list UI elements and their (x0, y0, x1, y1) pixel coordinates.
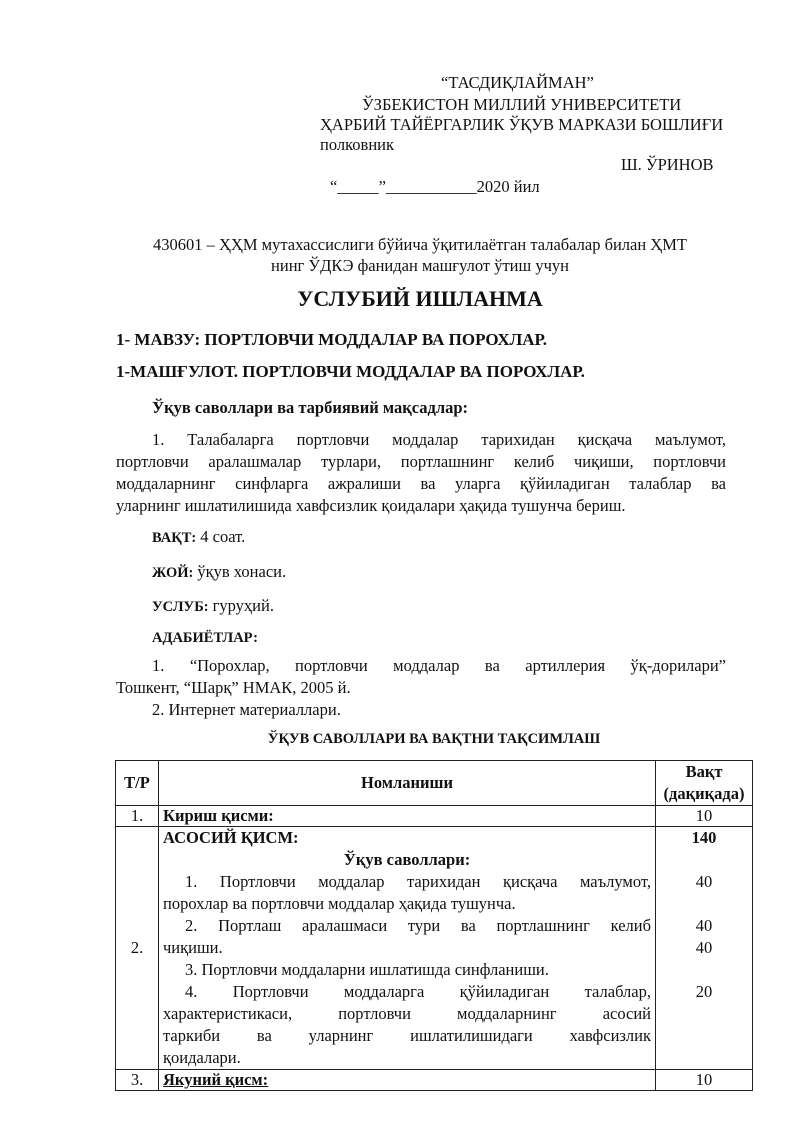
goals-line: уларнинг ишлатилишида хавфсизлик қоидалари ҳақида тушунча бериш. (116, 496, 626, 515)
time-field (152, 527, 245, 547)
section-time: 140 (691, 828, 717, 847)
row-times (656, 827, 753, 1070)
question-4-cont: қоидалари. (163, 1048, 241, 1067)
approval-line-3: ҲАРБИЙ ТАЙЁРГАРЛИК ЎҚУВ МАРКАЗИ БОШЛИҒИ (320, 115, 724, 134)
row-num: 3. (116, 1070, 159, 1091)
approval-rank: полковник (320, 135, 394, 154)
goals-line: 1. Талабаларга портловчи моддалар тарихидан қисқача маълумот, (152, 430, 726, 449)
row-time: 10 (656, 1070, 753, 1091)
question-4-cont: таркиби ва уларнинг ишлатилишидаги хавфсизлик (163, 1026, 651, 1045)
method-value: гуруҳий. (212, 596, 274, 615)
header-name: Номланиши (159, 761, 656, 806)
intro-line-1: 430601 – ҲҲМ мутахассислиги бўйича ўқитилаётган талабалар билан ҲМТ (153, 235, 687, 254)
approval-line-1: “ТАСДИҚЛАЙМАН” (441, 73, 594, 92)
method-field (152, 596, 274, 616)
table-row (116, 806, 753, 827)
question-2-cont: чиқиши. (163, 938, 223, 957)
schedule-table (115, 760, 753, 1091)
time-label: ВАҚТ: (152, 530, 197, 546)
question-4: 4. Портловчи моддаларга қўйиладиган талаблар, (185, 982, 651, 1001)
goals-line: портловчи аралашмалар турлари, портлашнинг келиб чиқиши, портловчи (116, 452, 726, 471)
question-2: 2. Портлаш аралашмаси тури ва портлашнинг келиб (185, 916, 651, 935)
row-name: Кириш қисми: (159, 806, 656, 827)
question-4-cont: характеристикаси, портловчи моддаларнинг асосий (163, 1004, 651, 1023)
literature-item-1-cont: Тошкент, “Шарқ” НМАК, 2005 й. (116, 678, 351, 697)
table-header-row (116, 761, 753, 806)
row-time: 10 (656, 806, 753, 827)
row-content (159, 827, 656, 1070)
questions-subheading: Ўқув саволлари: (343, 850, 471, 869)
main-section-label: АСОСИЙ ҚИСМ: (163, 828, 299, 847)
table-row (116, 1070, 753, 1091)
approval-date: “_____”___________2020 йил (330, 177, 540, 196)
intro-line-2: нинг ЎДКЭ фанидан машғулот ўтиш учун (271, 256, 569, 275)
method-label: УСЛУБ: (152, 599, 209, 615)
schedule-title: ЎҚУВ САВОЛЛАРИ ВА ВАҚТНИ ТАҚСИМЛАШ (267, 731, 601, 747)
question-1-time: 40 (695, 872, 713, 891)
goals-heading: Ўқув саволлари ва тарбиявий мақсадлар: (152, 398, 469, 417)
goals-line: моддаларнинг синфларга ажралиши ва уларга қўйиладиган талаблар ва (116, 474, 726, 493)
question-1: 1. Портловчи моддалар тарихидан қисқача маълумот, (185, 872, 651, 891)
question-3-time: 40 (695, 938, 713, 957)
time-value: 4 соат. (200, 527, 246, 546)
table-row (116, 827, 753, 1070)
place-value: ўқув хонаси. (197, 562, 287, 581)
header-num: Т/Р (116, 761, 159, 806)
lesson-heading: 1-МАШҒУЛОТ. ПОРТЛОВЧИ МОДДАЛАР ВА ПОРОХЛАР. (116, 362, 585, 381)
question-3: 3. Портловчи моддаларни ишлатишда синфланиши. (185, 960, 549, 979)
approval-line-2: ЎЗБЕКИСТОН МИЛЛИЙ УНИВЕРСИТЕТИ (362, 95, 682, 114)
literature-heading: АДАБИЁТЛАР: (152, 630, 258, 646)
question-4-time: 20 (695, 982, 713, 1001)
place-field (152, 562, 286, 582)
header-time: Вақт (дақиқада) (656, 761, 753, 806)
literature-list (116, 655, 726, 721)
question-1-cont: порохлар ва портловчи моддалар ҳақида тушунча. (163, 894, 516, 913)
row-name: Якуний қисм: (159, 1070, 656, 1091)
goals-paragraph (116, 429, 726, 517)
question-2-time: 40 (695, 916, 713, 935)
row-num: 2. (116, 827, 159, 1070)
literature-item-1: 1. “Порохлар, портловчи моддалар ва артиллерия ўқ-дорилари” (152, 656, 726, 675)
place-label: ЖОЙ: (152, 565, 194, 581)
topic-heading: 1- МАВЗУ: ПОРТЛОВЧИ МОДДАЛАР ВА ПОРОХЛАР. (116, 330, 548, 349)
document-title: УСЛУБИЙ ИШЛАНМА (297, 286, 543, 311)
row-num: 1. (116, 806, 159, 827)
literature-item-2: 2. Интернет материаллари. (152, 700, 341, 719)
approval-name: Ш. ЎРИНОВ (621, 155, 714, 174)
